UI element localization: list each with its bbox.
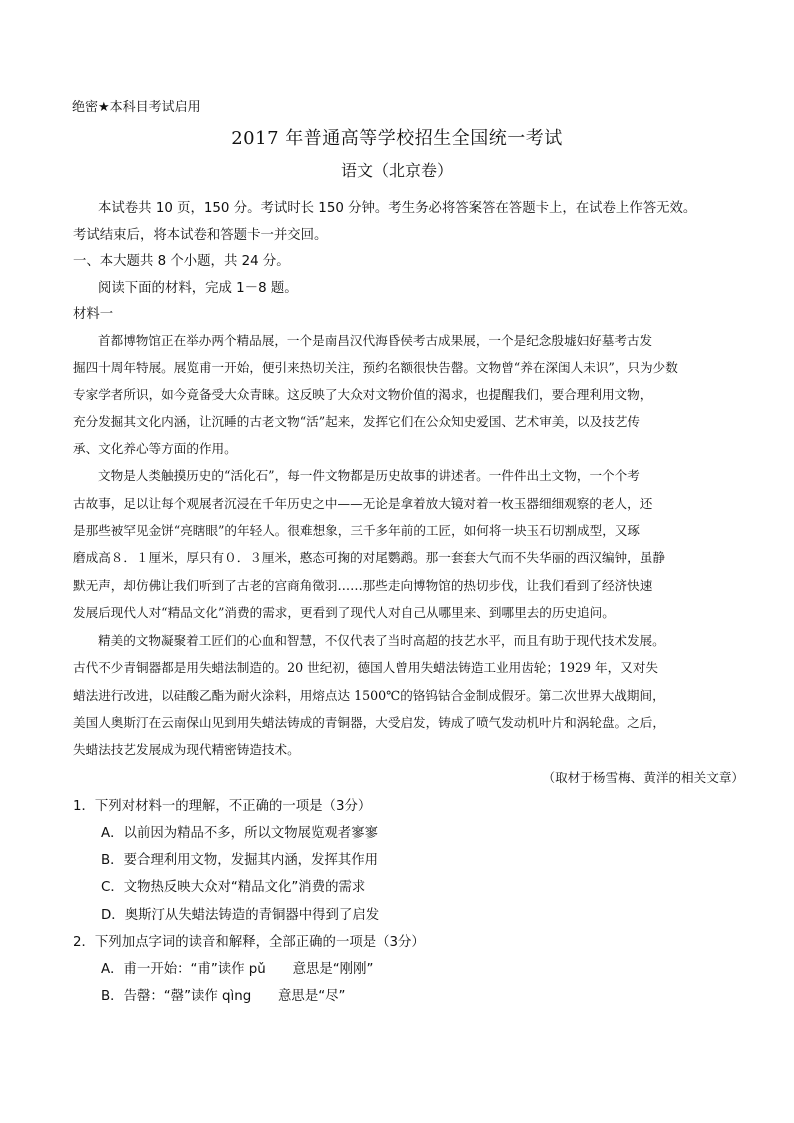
source-citation: （取材于杨雪梅、黄洋的相关文章） <box>542 770 744 785</box>
material-line: 磨成高８．１厘米，厚只有０．３厘米，憨态可掬的对尾鹦鹉。那一套套大气而不失华丽的西汉编钟，虽静 <box>73 550 665 565</box>
answer-option-a: A．甫一开始：“甫”读作 pǔ 意思是“刚刚” <box>101 962 374 977</box>
material-line: 专家学者所识，如今竟备受大众青睐。这反映了大众对文物价值的渴求，也提醒我们，要合理利用文物， <box>73 387 653 402</box>
answer-option-b: B．告罄：“罄”读作 qìng 意思是“尽” <box>101 989 346 1004</box>
material-line: 掘四十周年特展。展览甫一开始，便引来热切关注，预约名额很快告罄。文物曾“养在深闺人未识”，只为少数 <box>73 360 678 375</box>
instruction-line-2: 考试结束后，将本试卷和答题卡一并交回。 <box>73 228 328 243</box>
answer-option-b: B．要合理利用文物，发掘其内涵，发挥其作用 <box>101 853 378 868</box>
material-line: 文物是人类触摸历史的“活化石”，每一件文物都是历史故事的讲述者。一件件出土文物，一个个考 <box>98 468 640 483</box>
material-line: 失蜡法技艺发展成为现代精密铸造技术。 <box>73 742 300 757</box>
secret-label: 绝密★本科目考试启用 <box>72 100 201 115</box>
exam-subtitle: 语文（北京卷） <box>340 161 453 180</box>
material-line: 古故事，足以让每个观展者沉浸在千年历史之中——无论是拿着放大镜对着一枚玉器细细观察的老人，还 <box>73 496 653 511</box>
material-line: 是那些被罕见金饼“亮瞎眼”的年轻人。很难想象，三千多年前的工匠，如何将一块玉石切割成型，又琢 <box>73 523 641 538</box>
exam-title: 2017 年普通高等学校招生全国统一考试 <box>231 128 563 149</box>
instruction-line-1: 本试卷共 10 页，150 分。考试时长 150 分钟。考生务必将答案答在答题卡上，在试卷上作答无效。 <box>98 201 697 216</box>
section-heading: 一、本大题共 8 个小题，共 24 分。 <box>73 254 290 269</box>
material-line: 首都博物馆正在举办两个精品展，一个是南昌汉代海昏侯考古成果展，一个是纪念殷墟妇好墓考古发 <box>98 333 653 348</box>
answer-option-d: D．奥斯汀从失蜡法铸造的青铜器中得到了启发 <box>101 908 380 923</box>
material-line: 蜡法进行改进，以硅酸乙酯为耐火涂料，用熔点达 1500℃的铬钨钴合金制成假牙。第二次世界大战期间， <box>73 688 665 703</box>
material-line: 承、文化养心等方面的作用。 <box>73 441 237 456</box>
answer-option-c: C．文物热反映大众对“精品文化”消费的需求 <box>101 880 366 895</box>
material-line: 默无声，却仿佛让我们听到了古老的宫商角徵羽……那些走向博物馆的热切步伐，让我们看到了经济快速 <box>73 578 653 593</box>
material-label: 材料一 <box>73 307 114 322</box>
material-line: 发展后现代人对“精品文化”消费的需求，更看到了现代人对自己从哪里来、到哪里去的历史追问。 <box>73 605 615 620</box>
section-direction: 阅读下面的材料，完成 1－8 题。 <box>98 281 298 296</box>
answer-option-a: A．以前因为精品不多，所以文物展览观者寥寥 <box>101 826 378 841</box>
material-line: 充分发掘其文化内涵，让沉睡的古老文物“活”起来，发挥它们在公众知史爱国、艺术审美，以及技艺传 <box>73 414 641 429</box>
material-line: 古代不少青铜器都是用失蜡法制造的。20 世纪初，德国人曾用失蜡法铸造工业用齿轮；1929 年，又对失 <box>73 660 659 675</box>
material-line: 美国人奥斯汀在云南保山见到用失蜡法铸成的青铜器，大受启发，铸成了喷气发动机叶片和涡轮盘。之后， <box>73 715 665 730</box>
question-stem: 1．下列对材料一的理解，不正确的一项是（3分） <box>73 799 372 814</box>
question-stem: 2．下列加点字词的读音和解释，全部正确的一项是（3分） <box>73 935 425 950</box>
material-line: 精美的文物凝聚着工匠们的心血和智慧，不仅代表了当时高超的技艺水平，而且有助于现代技术发展。 <box>98 633 665 648</box>
